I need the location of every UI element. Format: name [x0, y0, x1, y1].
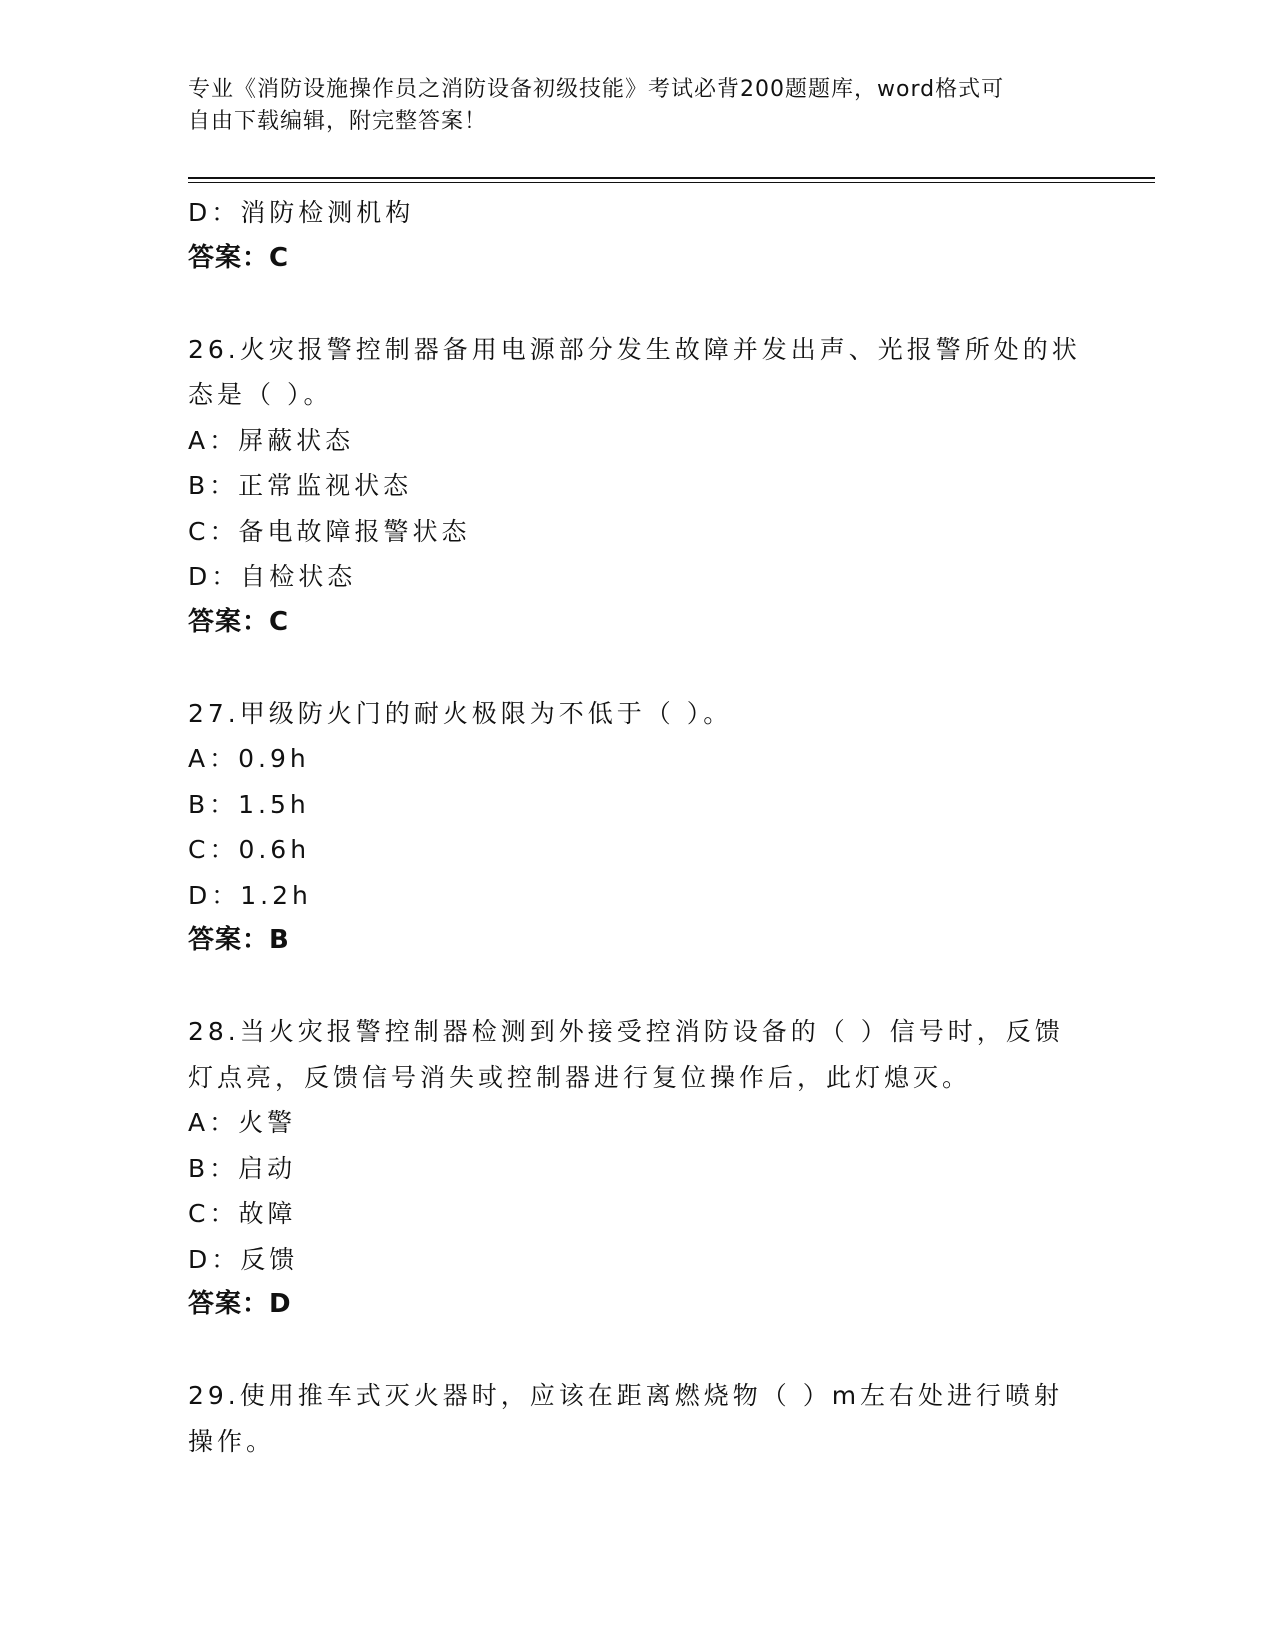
question-28 [188, 1009, 1088, 1328]
question-29 [188, 1373, 1088, 1464]
answer-line: 答案：D [188, 1289, 292, 1319]
option-c: C：0.6h [188, 835, 311, 864]
question-spacer [188, 1328, 1088, 1374]
question-stem-line: 态是（ ）。 [188, 380, 333, 409]
option-d: D：自检状态 [188, 562, 357, 591]
option-c: C：备电故障报警状态 [188, 516, 471, 546]
option-a: A：屏蔽状态 [188, 425, 355, 455]
previous-question-tail [188, 190, 1088, 281]
question-26 [188, 327, 1088, 646]
option-d: D：1.2h [188, 880, 312, 910]
question-spacer [188, 964, 1088, 1010]
option-d: D：反馈 [188, 1244, 299, 1274]
option-b: B：正常监视状态 [188, 471, 413, 500]
question-stem-line: 操作。 [188, 1426, 276, 1456]
option-c: C：故障 [188, 1199, 297, 1228]
answer-line: 答案：C [188, 606, 290, 637]
header-title-line-1: 专业《消防设施操作员之消防设备初级技能》考试必背200题题库，word格式可 [188, 77, 1005, 102]
question-spacer [188, 281, 1088, 327]
answer-line: 答案：C [188, 242, 290, 273]
question-stem-line: 28.当火灾报警控制器检测到外接受控消防设备的（ ）信号时，反馈 [188, 1017, 1064, 1046]
question-stem-line: 27.甲级防火门的耐火极限为不低于（ ）。 [188, 698, 733, 728]
option-a: A：0.9h [188, 744, 310, 773]
answer-line: 答案：B [188, 925, 290, 955]
question-stem-line: 26.火灾报警控制器备用电源部分发生故障并发出声、光报警所处的状 [188, 334, 1081, 364]
header-divider-thick [188, 177, 1155, 179]
question-spacer [188, 645, 1088, 691]
option-d: D：消防检测机构 [188, 198, 415, 227]
option-a: A：火警 [188, 1108, 297, 1137]
header-title-line-2: 自由下载编辑，附完整答案！ [188, 109, 488, 134]
header-divider-thin [188, 182, 1155, 183]
option-b: B：1.5h [188, 789, 310, 819]
question-stem-line: 灯点亮，反馈信号消失或控制器进行复位操作后，此灯熄灭。 [188, 1062, 972, 1092]
question-list [188, 190, 1088, 1464]
option-b: B：启动 [188, 1153, 297, 1183]
question-27 [188, 691, 1088, 964]
question-stem-line: 29.使用推车式灭火器时，应该在距离燃烧物（ ）m左右处进行喷射 [188, 1381, 1064, 1410]
document-header [188, 74, 1068, 138]
